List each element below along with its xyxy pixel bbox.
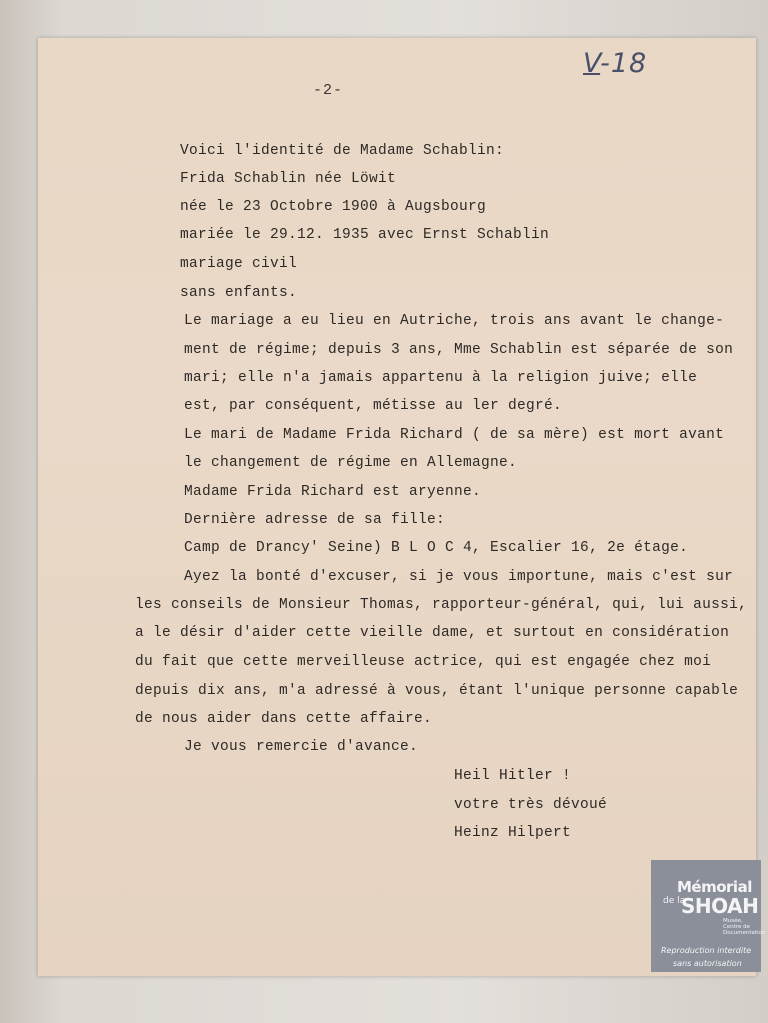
text-line: de nous aider dans cette affaire. (135, 711, 433, 727)
text-line: Dernière adresse de sa fille: (184, 512, 446, 528)
text-line: les conseils de Monsieur Thomas, rapporteur-général, qui, lui aussi, (135, 597, 748, 613)
text-line: ment de régime; depuis 3 ans, Mme Schablin est séparée de son (184, 342, 734, 358)
text-line: Je vous remercie d'avance. (184, 739, 419, 755)
text-line: mari; elle n'a jamais appartenu à la religion juive; elle (184, 370, 698, 386)
text-line: Madame Frida Richard est aryenne. (184, 484, 482, 500)
text-line: Camp de Drancy' Seine) B L O C 4, Escalier 16, 2e étage. (184, 540, 689, 556)
archive-reference-number: -18 (600, 48, 648, 79)
text-line: mariée le 29.12. 1935 avec Ernst Schablin (180, 227, 550, 243)
text-line: du fait que cette merveilleuse actrice, qui est engagée chez moi (135, 654, 712, 670)
stamp-logo-line1: Mémorial (677, 878, 752, 896)
stamp-logo-line3: SHOAH (681, 894, 759, 918)
text-line: sans enfants. (180, 285, 298, 301)
page-number: -2- (313, 82, 344, 99)
text-line: est, par conséquent, métisse au ler degré. (184, 398, 563, 414)
signature-line: Heinz Hilpert (454, 825, 572, 841)
text-line: Le mari de Madame Frida Richard ( de sa mère) est mort avant (184, 427, 725, 443)
text-line: née le 23 Octobre 1900 à Augsbourg (180, 199, 487, 215)
memorial-shoah-stamp (651, 860, 766, 972)
stamp-logo-line2: de la (663, 896, 686, 906)
text-line: Ayez la bonté d'excuser, si je vous importune, mais c'est sur (184, 569, 734, 585)
archive-reference (583, 48, 647, 79)
text-line: mariage civil (180, 256, 298, 272)
text-line: Frida Schablin née Löwit (180, 171, 397, 187)
stamp-reproduction-line2: sans autorisation (673, 959, 742, 968)
text-line: Voici l'identité de Madame Schablin: (180, 143, 505, 159)
document-page (38, 38, 759, 976)
text-line: a le désir d'aider cette vieille dame, et surtout en considération (135, 625, 730, 641)
archive-reference-roman: V (583, 48, 601, 79)
text-line: Le mariage a eu lieu en Autriche, trois ans avant le change- (184, 313, 725, 329)
stamp-logo-subtitle: Musée, Centre de Documentation (723, 918, 766, 936)
signature-line: Heil Hitler ! (454, 768, 572, 784)
text-line: le changement de régime en Allemagne. (184, 455, 518, 471)
signature-line: votre très dévoué (454, 797, 608, 813)
text-line: depuis dix ans, m'a adressé à vous, étant l'unique personne capable (135, 683, 739, 699)
stamp-reproduction-line1: Reproduction interdite (661, 946, 752, 955)
